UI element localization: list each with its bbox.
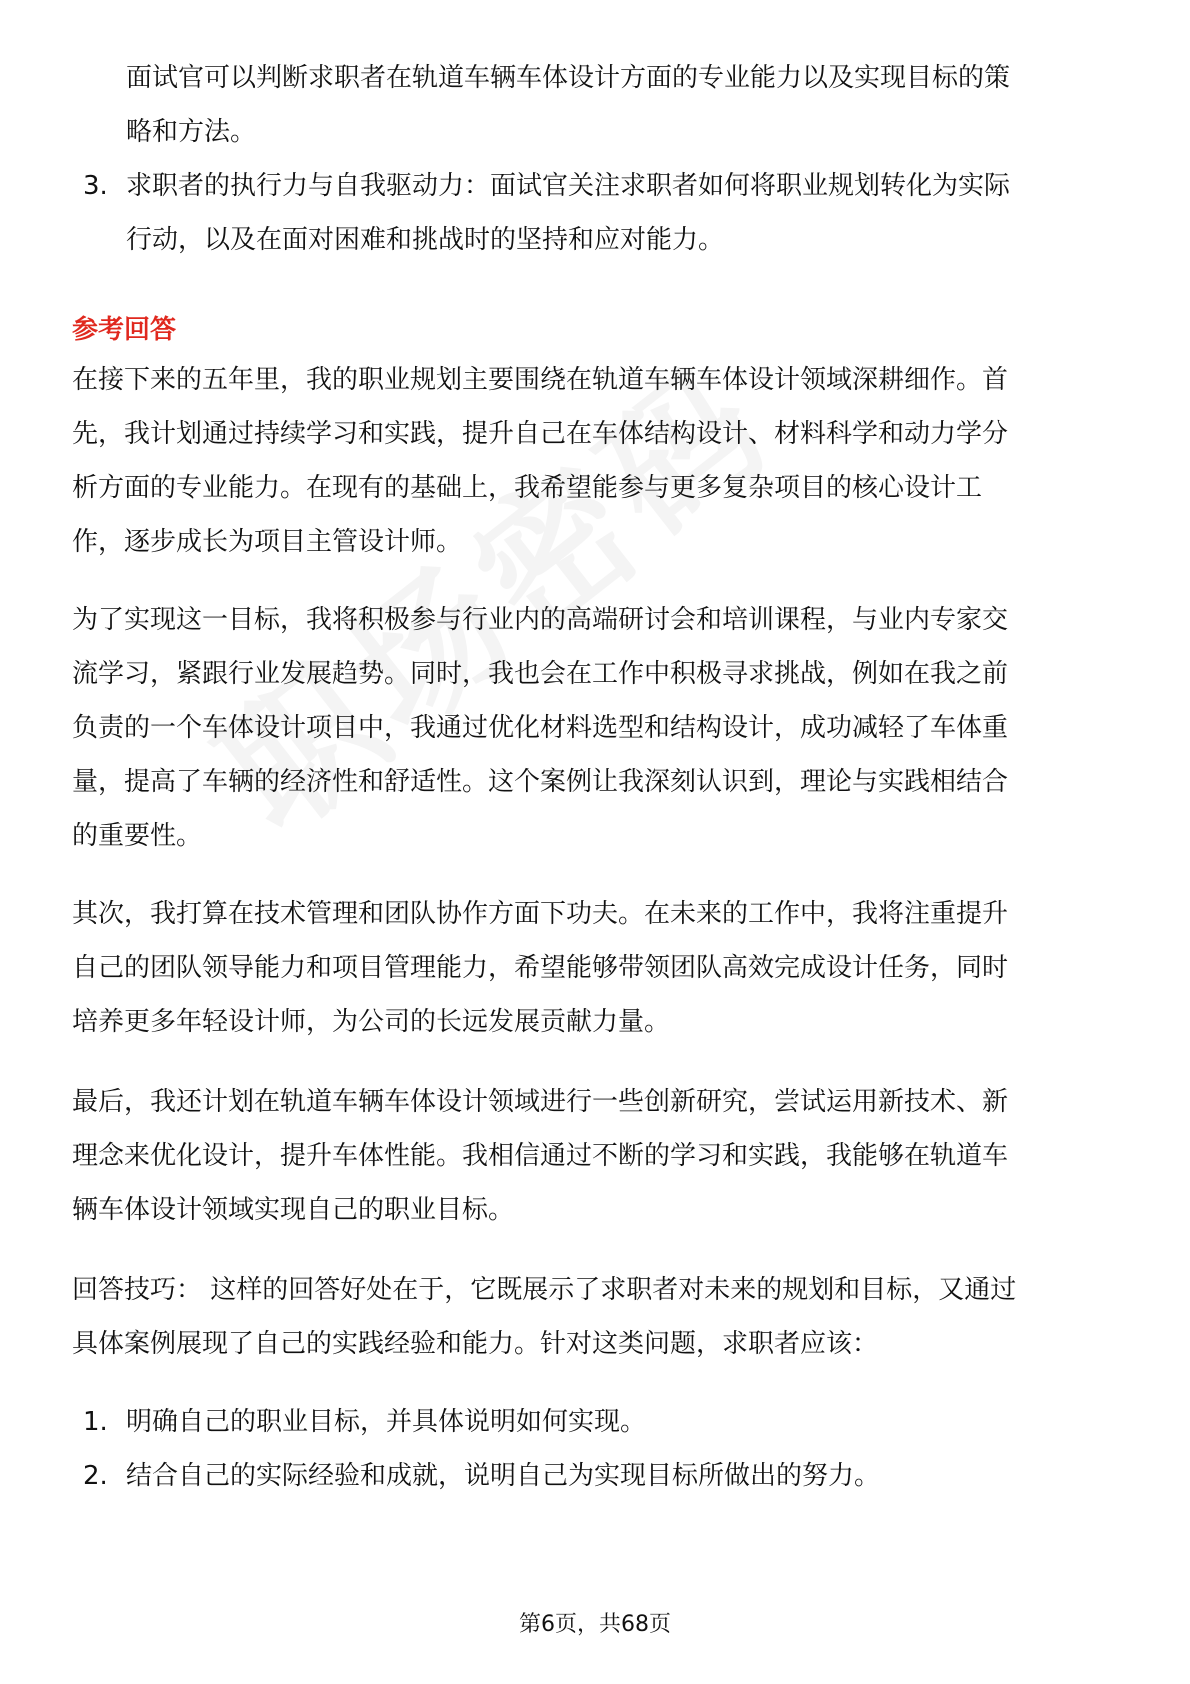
paragraph-2-line-1: 为了实现这一目标，我将积极参与行业内的高端研讨会和培训课程，与业内专家交: [72, 605, 1009, 635]
list-item-text: 结合自己的实际经验和成就，说明自己为实现目标所做出的努力。: [126, 1461, 881, 1491]
paragraph-3-line-3: 培养更多年轻设计师，为公司的长远发展贡献力量。: [72, 1007, 671, 1037]
paragraph-2-line-5: 的重要性。: [72, 821, 203, 851]
paragraph-4-line-2: 理念来优化设计，提升车体性能。我相信通过不断的学习和实践，我能够在轨道车: [72, 1141, 1009, 1171]
list-item-3-line-2: 行动，以及在面对困难和挑战时的坚持和应对能力。: [126, 225, 725, 255]
list-number: 3.: [83, 171, 108, 201]
paragraph-5-line-2: 具体案例展现了自己的实践经验和能力。针对这类问题，求职者应该：: [72, 1329, 879, 1359]
paragraph-1-line-3: 析方面的专业能力。在现有的基础上，我希望能参与更多复杂项目的核心设计工: [72, 473, 983, 503]
paragraph-3-line-1: 其次，我打算在技术管理和团队协作方面下功夫。在未来的工作中，我将注重提升: [72, 899, 1009, 929]
list-item-2-continuation-line-1: 面试官可以判断求职者在轨道车辆车体设计方面的专业能力以及实现目标的策: [126, 63, 1011, 93]
list-number: 1.: [83, 1407, 108, 1437]
paragraph-4-line-1: 最后，我还计划在轨道车辆车体设计领域进行一些创新研究，尝试运用新技术、新: [72, 1087, 1009, 1117]
paragraph-4-line-3: 辆车体设计领域实现自己的职业目标。: [72, 1195, 515, 1225]
list-item-3: [83, 158, 1123, 215]
section-heading: 参考回答: [72, 315, 177, 345]
page-footer: 第6页，共68页: [519, 1612, 671, 1637]
list-item-2-continuation-line-2: 略和方法。: [126, 117, 257, 147]
paragraph-1-line-2: 先，我计划通过持续学习和实践，提升自己在车体结构设计、材料科学和动力学分: [72, 419, 1009, 449]
list-item-text: 求职者的执行力与自我驱动力：面试官关注求职者如何将职业规划转化为实际: [126, 171, 1011, 201]
tips-list-item-2: [83, 1448, 1123, 1505]
list-number: 2.: [83, 1461, 108, 1491]
paragraph-1-line-4: 作，逐步成长为项目主管设计师。: [72, 527, 463, 557]
paragraph-5-line-1: 回答技巧： 这样的回答好处在于，它既展示了求职者对未来的规划和目标，又通过: [72, 1275, 1017, 1305]
paragraph-2-line-3: 负责的一个车体设计项目中，我通过优化材料选型和结构设计，成功减轻了车体重: [72, 713, 1009, 743]
paragraph-2-line-4: 量，提高了车辆的经济性和舒适性。这个案例让我深刻认识到，理论与实践相结合: [72, 767, 1009, 797]
paragraph-3-line-2: 自己的团队领导能力和项目管理能力，希望能够带领团队高效完成设计任务，同时: [72, 953, 1009, 983]
paragraph-1-line-1: 在接下来的五年里，我的职业规划主要围绕在轨道车辆车体设计领域深耕细作。首: [72, 365, 1009, 395]
list-item-text: 明确自己的职业目标，并具体说明如何实现。: [126, 1407, 647, 1437]
tips-list-item-1: [83, 1394, 1123, 1451]
paragraph-2-line-2: 流学习，紧跟行业发展趋势。同时，我也会在工作中积极寻求挑战，例如在我之前: [72, 659, 1009, 689]
